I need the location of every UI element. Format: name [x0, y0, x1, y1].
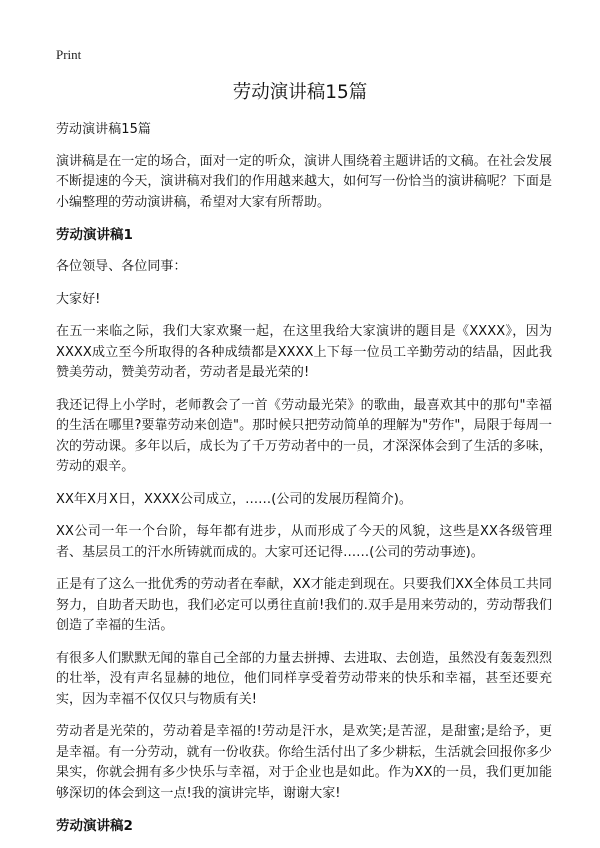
- paragraph-dedication: 正是有了这么一批优秀的劳动者在奉献，XX才能走到现在。只要我们XX全体员工共同努力，自助者天助也，我们必定可以勇往直前!我们的.双手是用来劳动的，劳动帮我们创造了幸福的生活。: [56, 577, 552, 633]
- paragraph-unsung: 有很多人们默默无闻的靠自己全部的力量去拼搏、去进取、去创造，虽然没有轰轰烈烈的壮举，没有声名显赫的地位，他们同样享受着劳动带来的快乐和幸福，甚至还要充实，因为幸福不仅仅只与物质有关!: [56, 650, 552, 707]
- paragraph-topic: 在五一来临之际，我们大家欢聚一起，在这里我给大家演讲的题目是《XXXX》，因为XXXX成立至今所取得的各种成绩都是XXXX上下每一位员工辛勤劳动的结晶，因此我赞美劳动，赞美劳动者，劳动者是最光荣的!: [56, 324, 552, 380]
- print-link[interactable]: Print: [56, 47, 82, 62]
- paragraph-closing: 劳动者是光荣的，劳动着是幸福的!劳动是汗水，是欢笑;是苦涩，是甜蜜;是给予，更是幸福。有一分劳动，就有一份收获。你给生活付出了多少耕耘，生活就会回报你多少果实，你就会拥有多少快乐与幸福，对于企业也是如此。作为XX的一员，我们更加能够深切的体会到这一点!我的演讲完毕，谢谢大家!: [56, 724, 552, 801]
- page-title: 劳动演讲稿15篇: [232, 82, 368, 103]
- document-body: [56, 120, 552, 848]
- paragraph-memory: 我还记得上小学时，老师教会了一首《劳动最光荣》的歌曲，最喜欢其中的那句"幸福的生活在哪里?要靠劳动来创造"。那时候只把劳动简单的理解为"劳作"，局限于每周一次的劳动课。多年以后，成长为了千万劳动者中的一员，才深深体会到了生活的多味，劳动的艰辛。: [56, 397, 552, 474]
- paragraph-hello: 大家好!: [56, 291, 101, 307]
- section-heading-1: 劳动演讲稿1: [56, 227, 133, 243]
- paragraph-greeting: 各位领导、各位同事：: [56, 259, 187, 274]
- paragraph-founding: XX年X月X日，XXXX公司成立，……(公司的发展历程简介)。: [56, 491, 412, 507]
- document-subtitle: 劳动演讲稿15篇: [56, 122, 151, 137]
- intro-paragraph: 演讲稿是在一定的场合，面对一定的听众，演讲人围绕着主题讲话的文稿。在社会发展不断提速的今天，演讲稿对我们的作用越来越大，如何写一份恰当的演讲稿呢？下面是小编整理的劳动演讲稿，希望对大家有所帮助。: [56, 153, 552, 210]
- paragraph-progress: XX公司一年一个台阶，每年都有进步，从而形成了今天的风貌，这些是XX各级管理者、基层员工的汗水所铸就而成的。大家可还记得……(公司的劳动事迹)。: [56, 524, 552, 560]
- section-heading-2: 劳动演讲稿2: [56, 818, 133, 834]
